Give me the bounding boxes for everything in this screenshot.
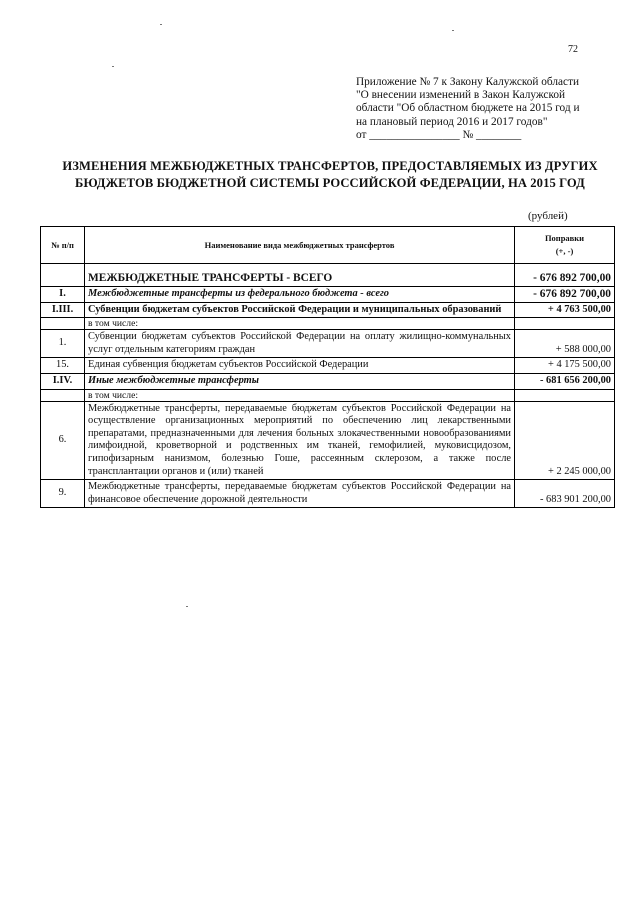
scan-speck	[160, 24, 162, 25]
row-amount: + 2 245 000,00	[515, 401, 615, 480]
row-number: I.IV.	[41, 373, 85, 389]
table-row	[41, 302, 615, 318]
row-amount: + 588 000,00	[515, 330, 615, 358]
row-number: 15.	[41, 358, 85, 374]
row-name: Единая субвенция бюджетам субъектов Российской Федерации	[85, 358, 515, 374]
row-number: 1.	[41, 330, 85, 358]
row-amount: - 683 901 200,00	[515, 480, 615, 508]
row-number: 6.	[41, 401, 85, 480]
row-number: 9.	[41, 480, 85, 508]
row-amount: + 4 175 500,00	[515, 358, 615, 374]
scan-speck	[112, 66, 114, 67]
row-number	[41, 318, 85, 330]
appendix-line: области "Об областном бюджете на 2015 год и	[356, 102, 580, 115]
row-amount: + 4 763 500,00	[515, 302, 615, 318]
table-row	[41, 318, 615, 330]
row-amount	[515, 318, 615, 330]
header-amount-line: (+, -)	[555, 246, 574, 256]
header-number: № п/п	[41, 227, 85, 264]
row-name: Межбюджетные трансферты из федерального бюджета - всего	[85, 287, 515, 303]
table-row	[41, 358, 615, 374]
row-number: I.III.	[41, 302, 85, 318]
title-line: БЮДЖЕТОВ БЮДЖЕТНОЙ СИСТЕМЫ РОССИЙСКОЙ ФЕДЕРАЦИИ, НА 2015 ГОД	[75, 176, 585, 190]
appendix-line: на плановый период 2016 и 2017 годов"	[356, 115, 548, 128]
appendix-line: "О внесении изменений в Закон Калужской	[356, 89, 566, 102]
appendix-line: Приложение № 7 к Закону Калужской области	[356, 76, 580, 88]
row-number: I.	[41, 287, 85, 303]
table-row	[41, 401, 615, 480]
row-name: Субвенции бюджетам субъектов Российской Федерации и муниципальных образований	[85, 302, 515, 318]
table-row	[41, 389, 615, 401]
table-row	[41, 264, 615, 287]
header-name: Наименование вида межбюджетных трансфертов	[85, 227, 515, 264]
table-row	[41, 373, 615, 389]
header-amount-line: Поправки	[544, 233, 585, 244]
row-amount: - 676 892 700,00	[515, 287, 615, 303]
transfers-table	[40, 226, 615, 508]
row-name: в том числе:	[85, 389, 515, 401]
row-name: Иные межбюджетные трансферты	[85, 373, 515, 389]
title-line: ИЗМЕНЕНИЯ МЕЖБЮДЖЕТНЫХ ТРАНСФЕРТОВ, ПРЕДОСТАВЛЯЕМЫХ ИЗ ДРУГИХ	[62, 159, 598, 173]
document-title	[40, 158, 620, 192]
page-number: 72	[568, 44, 578, 55]
scan-speck	[452, 30, 454, 31]
table-row	[41, 287, 615, 303]
header-amount	[515, 227, 615, 264]
table-row	[41, 480, 615, 508]
row-number	[41, 264, 85, 287]
row-number	[41, 389, 85, 401]
row-name: МЕЖБЮДЖЕТНЫЕ ТРАНСФЕРТЫ - ВСЕГО	[85, 264, 515, 287]
appendix-date-number-line: от ________________ № ________	[356, 128, 522, 141]
row-amount: - 681 656 200,00	[515, 373, 615, 389]
row-name: Межбюджетные трансферты, передаваемые бюджетам субъектов Российской Федерации на финансовое обеспечение дорожной деятельности	[85, 480, 515, 508]
row-name: Субвенции бюджетам субъектов Российской Федерации на оплату жилищно-коммунальных услуг отдельным категориям граждан	[85, 330, 515, 358]
row-name: Межбюджетные трансферты, передаваемые бюджетам субъектов Российской Федерации на осуществление организационных мероприятий по обеспечению лиц лекарственными препаратами, предназначенными для лечения больных злокачественными новообразованиями лимфоидной, кроветворной и родственных им тканей, гемофилией, муковисцидозом, гипофизарным нанизмом, болезнью Гоше, рассеянным склерозом, а также после трансплантации органов и (или) тканей	[85, 401, 515, 480]
currency-units: (рублей)	[528, 210, 568, 222]
table-row	[41, 330, 615, 358]
row-amount: - 676 892 700,00	[515, 264, 615, 287]
appendix-header	[356, 76, 606, 142]
row-amount	[515, 389, 615, 401]
table-header-row	[41, 227, 615, 264]
scan-speck	[186, 606, 188, 607]
row-name: в том числе:	[85, 318, 515, 330]
